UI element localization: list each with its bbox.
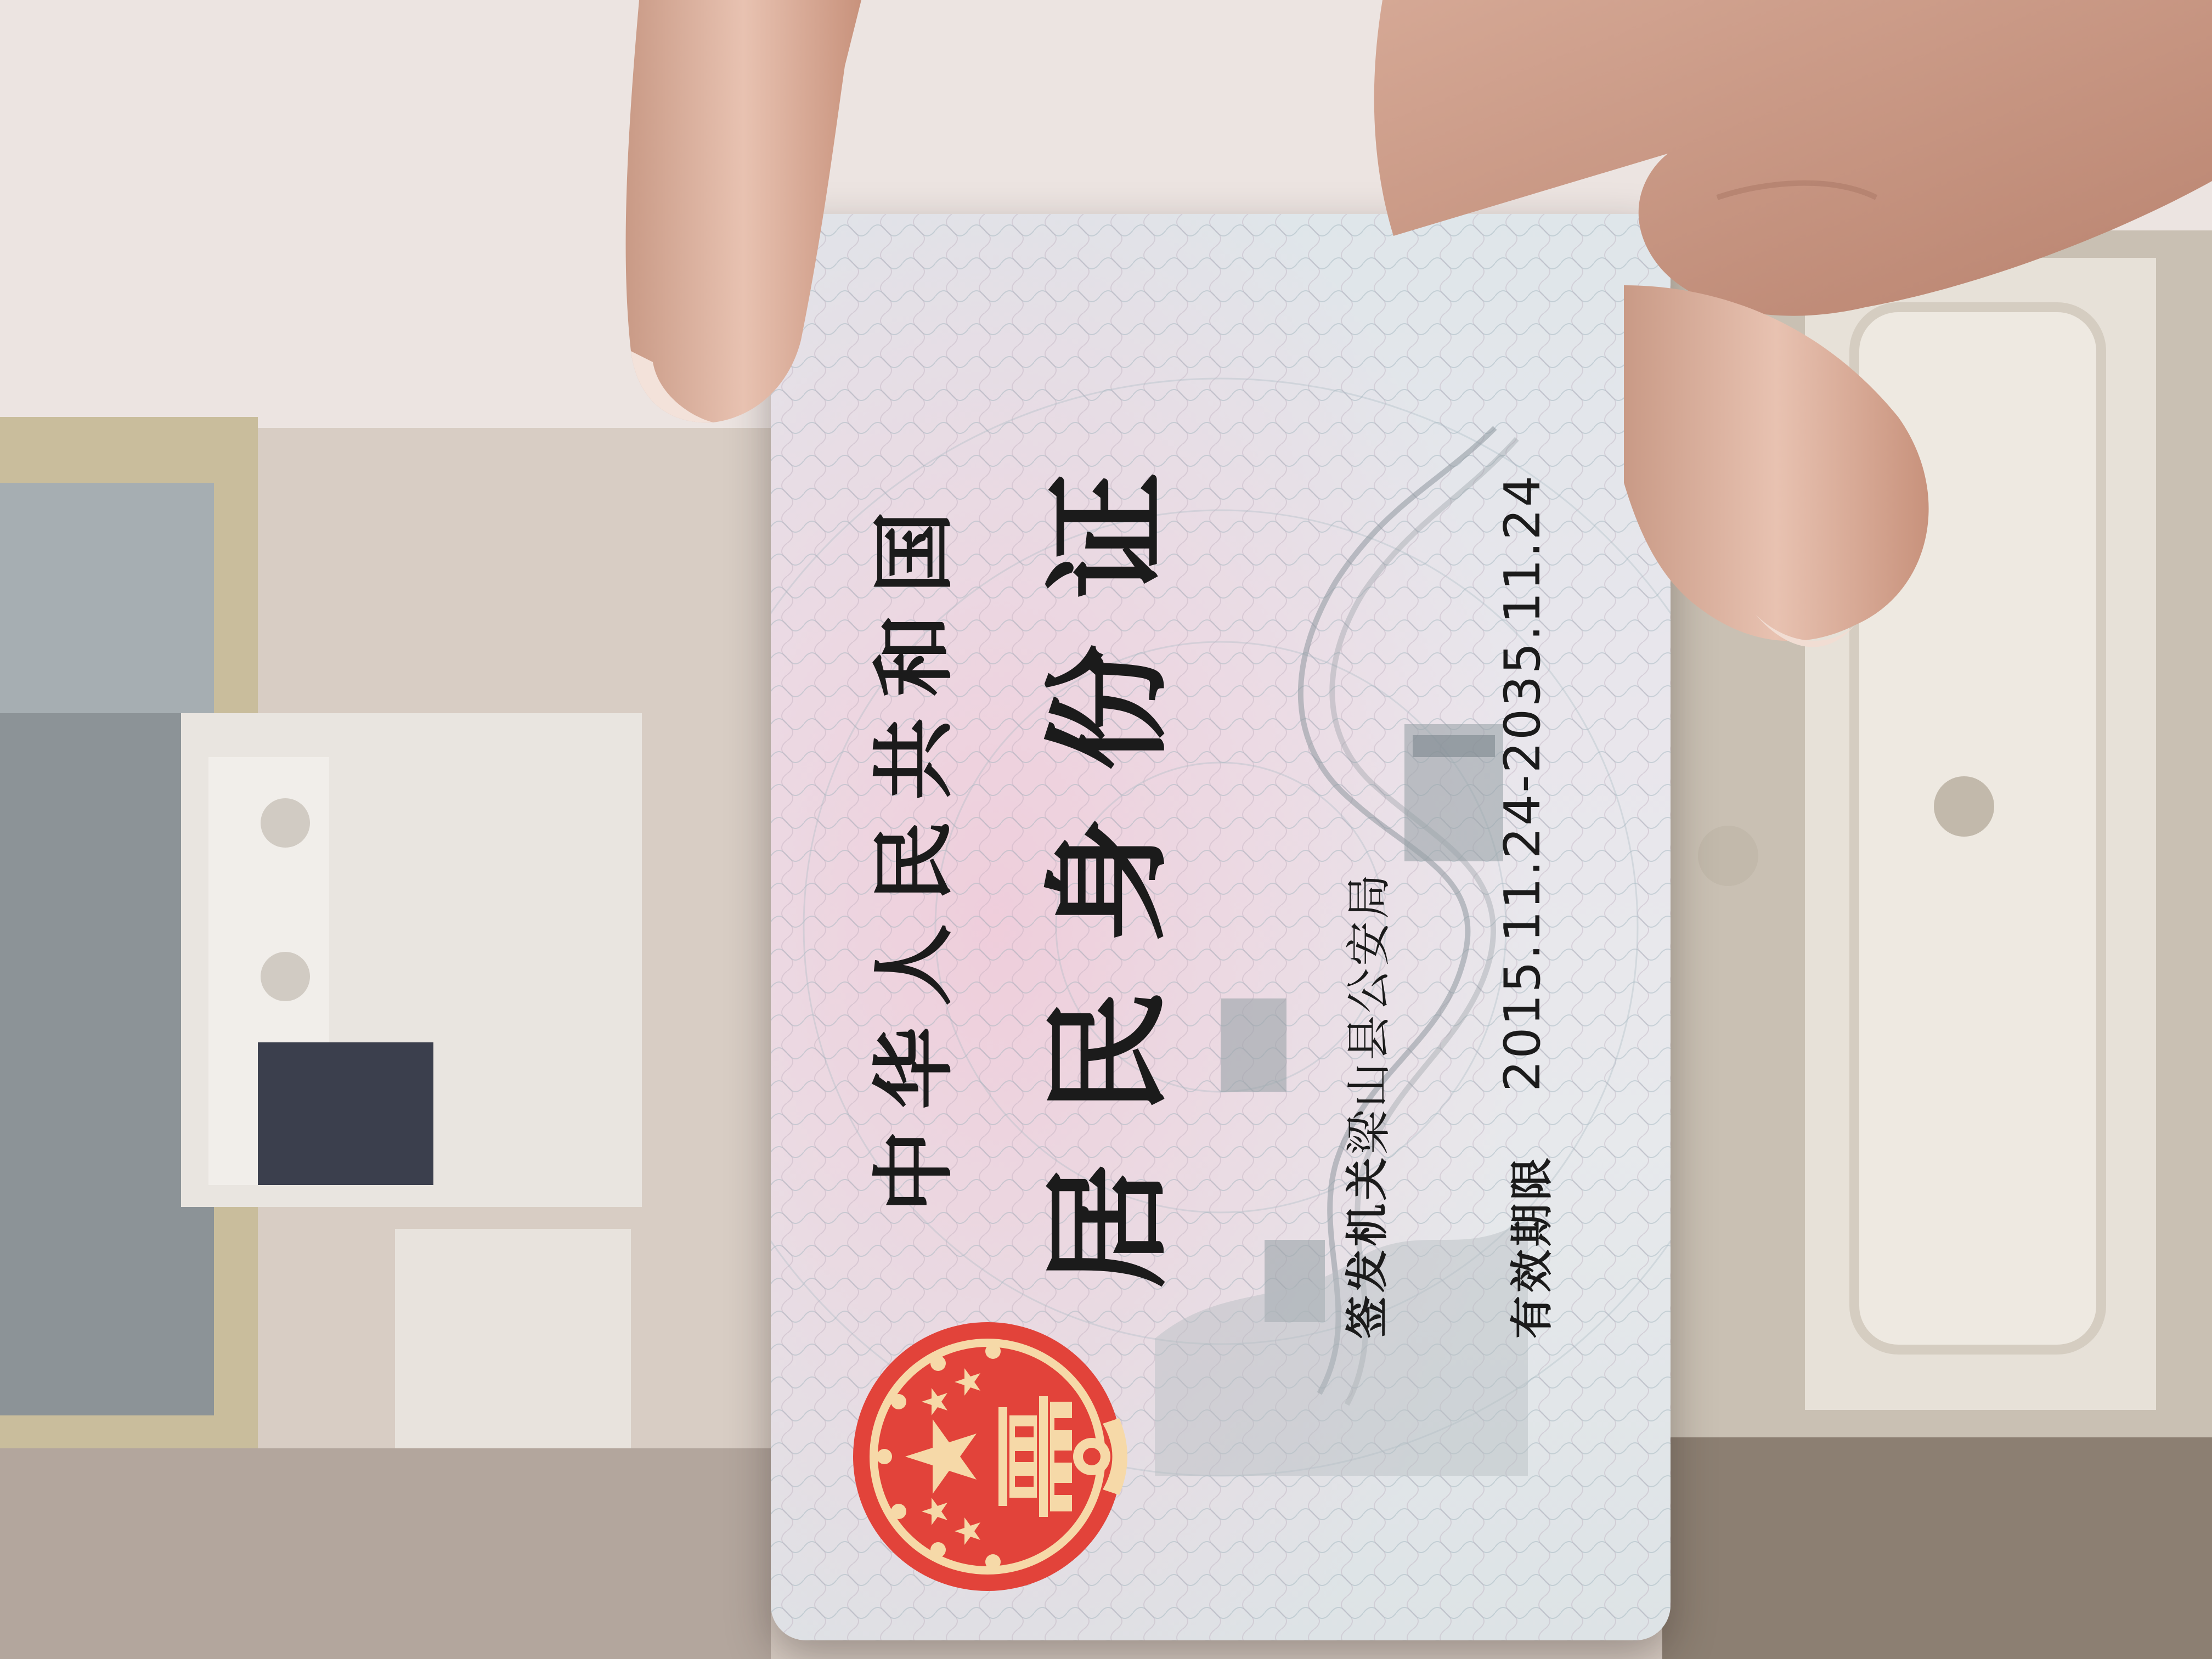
validity-label: 有效期限 <box>1508 1154 1557 1339</box>
validity-value: 2015.11.24-2035.11.24 <box>1494 473 1551 1092</box>
issuer-value: 梁山县公安局 <box>1343 871 1395 1155</box>
issuer-label: 签发机关 <box>1343 1154 1392 1339</box>
national-emblem-icon <box>845 1314 1130 1599</box>
country-name: 中华人民共和国 <box>866 490 962 1212</box>
card-title: 居民身份证 <box>1034 425 1182 1289</box>
id-card <box>771 214 1671 1640</box>
